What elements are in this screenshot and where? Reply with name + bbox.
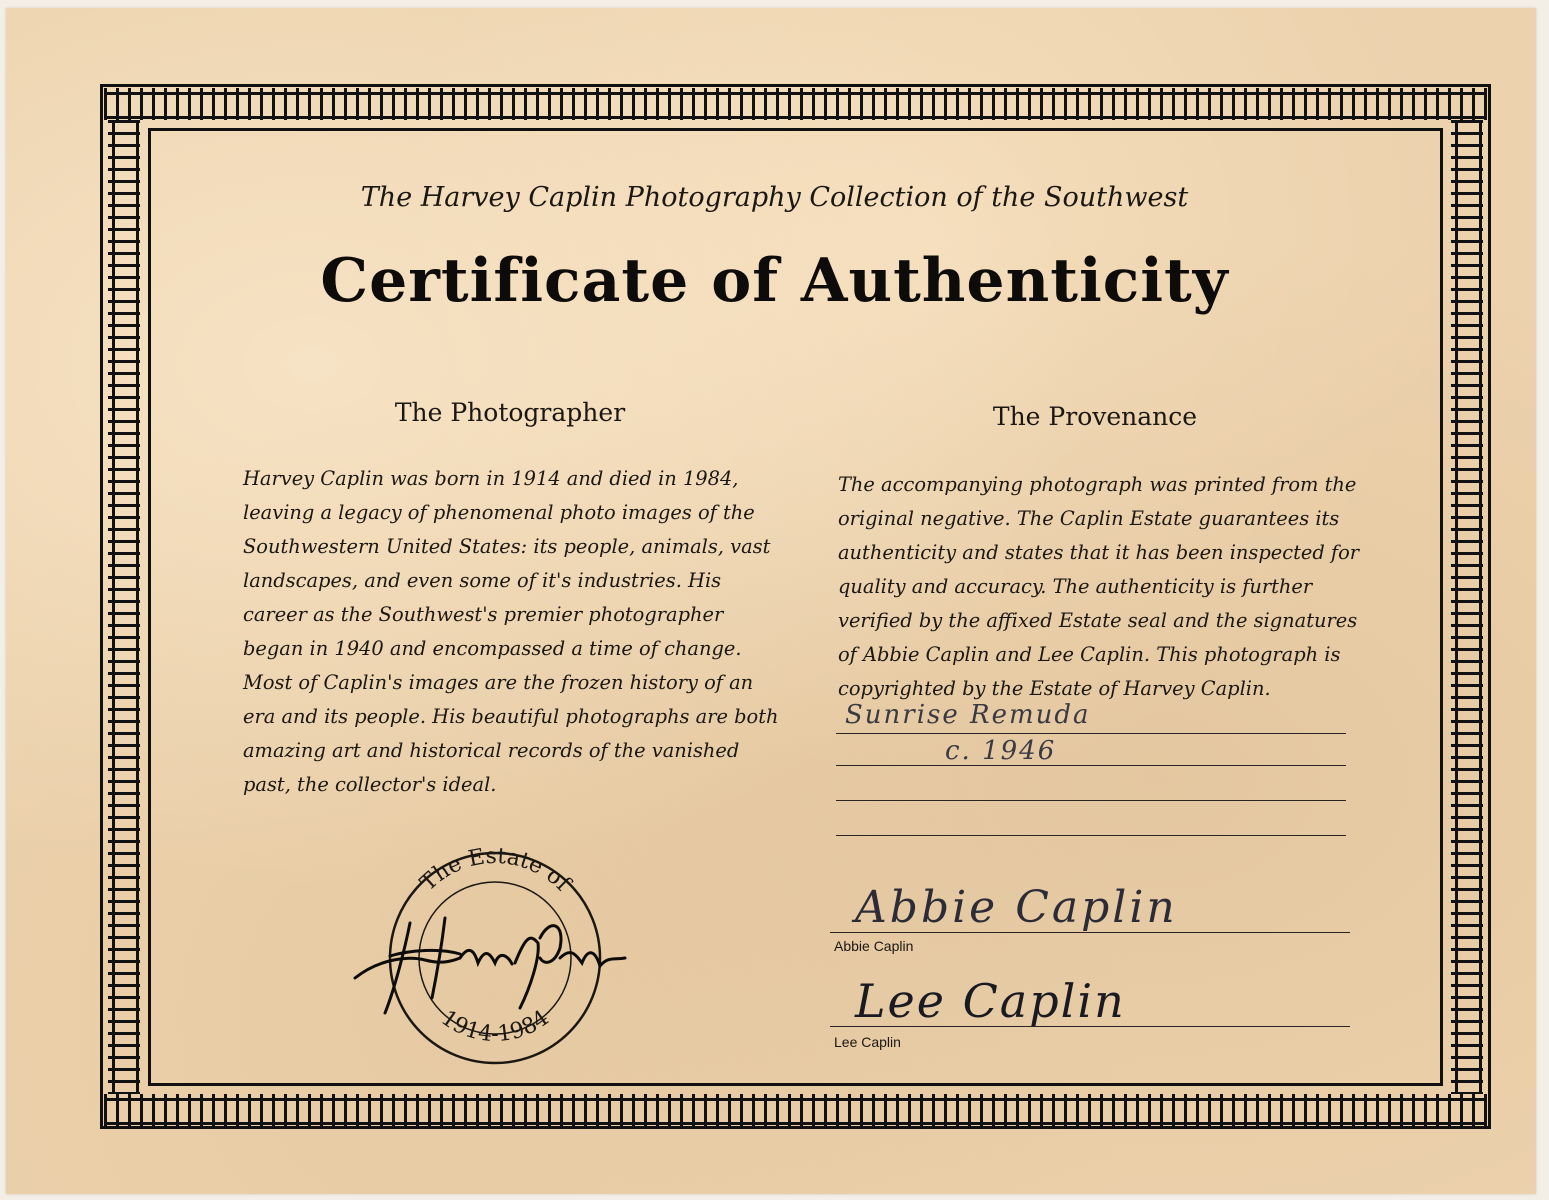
photographer-line: leaving a legacy of phenomenal photo images of the	[243, 501, 755, 524]
photographer-line: Most of Caplin's images are the frozen history of an	[243, 671, 754, 694]
photographer-heading: The Photographer	[394, 398, 626, 427]
handwritten-photo-date: c. 1946	[945, 736, 1057, 766]
provenance-line: verified by the affixed Estate seal and the signatures	[838, 609, 1358, 632]
provenance-line: The accompanying photograph was printed from the	[838, 473, 1357, 496]
provenance-line: authenticity and states that it has been inspected for	[838, 541, 1360, 564]
handwritten-photo-title: Sunrise Remuda	[845, 700, 1091, 730]
collection-title: The Harvey Caplin Photography Collection of the Southwest	[360, 182, 1189, 213]
photographer-text	[243, 462, 779, 802]
entry-line	[836, 765, 1346, 766]
certificate-title: Certificate of Authenticity	[320, 246, 1229, 316]
abbie-caplin-signature	[850, 880, 1240, 940]
signature-label-abbie: Abbie Caplin	[834, 938, 914, 954]
photographer-line: amazing art and historical records of the vanished	[243, 739, 740, 762]
photographer-line: era and its people. His beautiful photographs are both	[243, 705, 779, 728]
entry-line	[836, 835, 1346, 836]
seal-top-text: The Estate of	[415, 843, 575, 897]
svg-text:Abbie Caplin: Abbie Caplin	[855, 882, 1178, 933]
seal-bottom-text: 1914-1984	[436, 1005, 554, 1048]
entry-line	[836, 733, 1346, 734]
photographer-line: began in 1940 and encompassed a time of change.	[243, 637, 742, 660]
photographer-line: past, the collector's ideal.	[243, 773, 497, 796]
signature-line-abbie	[830, 932, 1350, 933]
provenance-line: of Abbie Caplin and Lee Caplin. This photograph is	[838, 643, 1341, 666]
provenance-text	[838, 468, 1358, 706]
entry-line	[836, 800, 1346, 801]
svg-text:Lee Caplin: Lee Caplin	[855, 974, 1126, 1028]
photographer-line: career as the Southwest's premier photographer	[243, 603, 724, 626]
provenance-line: copyrighted by the Estate of Harvey Caplin.	[838, 677, 1271, 700]
photographer-line: Harvey Caplin was born in 1914 and died in 1984,	[243, 467, 739, 490]
photographer-line: landscapes, and even some of it's industries. His	[243, 569, 722, 592]
provenance-line: original negative. The Caplin Estate guarantees its	[838, 507, 1340, 530]
provenance-heading: The Provenance	[992, 402, 1198, 431]
seal-signature	[355, 918, 625, 1013]
lee-caplin-signature	[850, 965, 1150, 1035]
estate-seal	[350, 838, 640, 1068]
signature-label-lee: Lee Caplin	[834, 1034, 901, 1050]
photographer-line: Southwestern United States: its people, animals, vast	[243, 535, 771, 558]
provenance-line: quality and accuracy. The authenticity is further	[838, 575, 1313, 598]
signature-line-lee	[830, 1026, 1350, 1027]
